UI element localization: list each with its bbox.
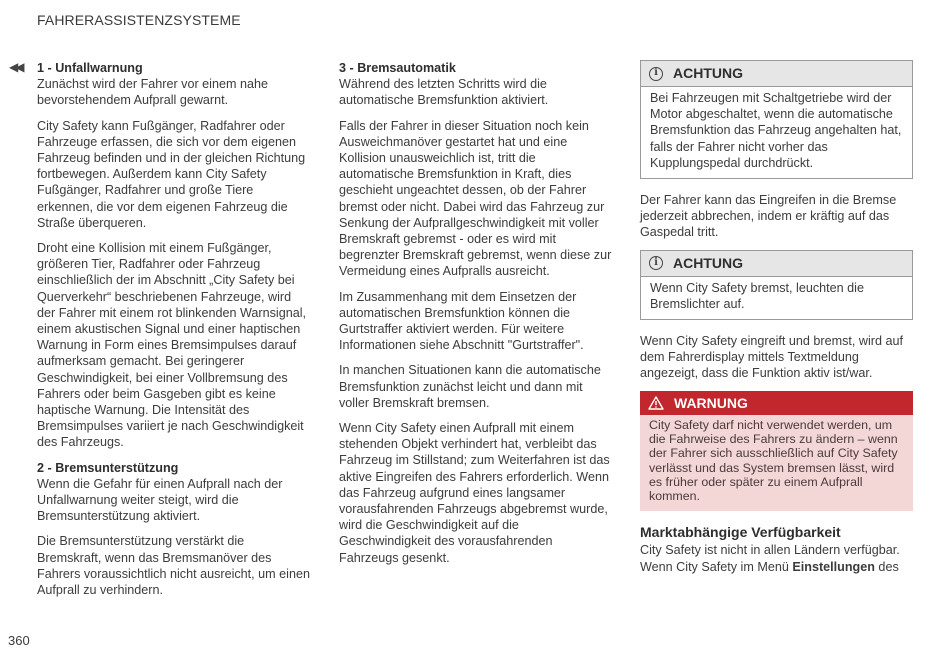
attention-title: ACHTUNG — [673, 255, 743, 272]
page-number: 360 — [8, 633, 30, 648]
attention-box — [640, 60, 913, 179]
column-right — [640, 60, 913, 584]
section-title-unfallwarnung: 1 - Unfallwarnung — [37, 61, 143, 75]
info-icon: i — [649, 67, 663, 81]
paragraph: In manchen Situationen kann die automatische Bremsfunktion zunächst leicht und dann mit voller Bremskraft bremsen. — [339, 363, 601, 410]
paragraph: Zunächst wird der Fahrer vor einem nahe bevorstehendem Aufprall gewarnt. — [37, 77, 268, 108]
section-header: FAHRERASSISTENZSYSTEME — [37, 12, 241, 28]
info-icon: i — [649, 256, 663, 270]
section-title-bremsautomatik: 3 - Bremsautomatik — [339, 61, 456, 75]
column-left — [37, 60, 310, 607]
paragraph: Der Fahrer kann das Eingreifen in die Bremse jederzeit abbrechen, indem er kräftig auf das Gaspedal tritt. — [640, 193, 897, 240]
warning-title: WARNUNG — [674, 394, 748, 411]
attention-title: ACHTUNG — [673, 65, 743, 82]
warning-triangle-icon — [648, 396, 664, 410]
warning-box — [640, 391, 913, 512]
attention-text: Wenn City Safety bremst, leuchten die Bremslichter auf. — [650, 280, 864, 311]
section-title-bremsunterstuetzung: 2 - Bremsunterstützung — [37, 460, 179, 475]
paragraph — [640, 542, 913, 574]
attention-box-header — [641, 251, 912, 277]
paragraph: Droht eine Kollision mit einem Fußgänger, größeren Tier, Radfahrer oder Fahrzeug einschließlich der im Abschnitt „City Safety bei Querverkehr“ beschriebenen Fahrzeuge, wird der Fahrer mit einem rot blinkenden Warnsignal, einem akustischen Signal und einer haptischen Warnung in Form eines Bremsimpulses darauf aufmerksam gemacht. Bei geringerer Geschwindigkeit, bei einer Vollbremsung des Fahrers oder beim Gasgeben gibt es keine haptische Warnung. Die Intensität des Bremsimpulses variiert je nach Geschwindigkeit des Fahrzeugs. — [37, 241, 307, 450]
heading-market-availability: Marktabhängige Verfügbarkeit — [640, 524, 841, 541]
paragraph: Die Bremsunterstützung verstärkt die Bremskraft, wenn das Bremsmanöver des Fahrers voraussichtlich nicht ausreicht, um einen Aufprall zu verhindern. — [37, 534, 310, 598]
paragraph-text: des — [874, 559, 899, 574]
paragraph-text: City Safety ist nicht in allen Ländern verfügbar. Wenn City Safety im Menü — [640, 543, 900, 574]
double-chevron-left-icon[interactable]: ◀◀ — [9, 60, 22, 74]
attention-box — [640, 250, 913, 320]
paragraph: Wenn City Safety eingreift und bremst, wird auf dem Fahrerdisplay mittels Textmeldung angezeigt, dass die Funktion aktiv ist/war. — [640, 334, 903, 381]
paragraph: Falls der Fahrer in dieser Situation noch kein Ausweichmanöver gestartet hat und eine Kollision unausweichlich ist, tritt die automatische Bremsfunktion in Kraft, dies geschieht ungeachtet dessen, ob der Fahrer bremst oder nicht. Dabei wird das Fahrzeug zur Senkung der Aufprallgeschwindigkeit mit voller Bremskraft gebremst - oder es wird mit begrenzter Bremskraft gebremst, wenn diese zur Vermeidung eines Aufpralls ausreicht. — [339, 118, 612, 279]
paragraph: City Safety kann Fußgänger, Radfahrer oder Fahrzeuge erfassen, die sich vor dem eigenen Fahrzeug befinden und in der gleichen Richtung fortbewegen. Außerdem kann City Safety Fußgänger, Radfahrer und große Tiere erkennen, die vor dem eigenen Fahrzeug die Straße überqueren. — [37, 118, 306, 230]
paragraph: Während des letzten Schritts wird die automatische Bremsfunktion aktiviert. — [339, 77, 549, 108]
warning-box-header — [640, 391, 913, 415]
menu-reference: Einstellungen — [792, 559, 875, 574]
paragraph: Wenn City Safety einen Aufprall mit einem stehenden Objekt verhindert hat, verbleibt das Fahrzeug im Stillstand; zum Weiterfahren ist das aktive Eingreifen des Fahrers erforderlich. Wenn das Fahrzeug aufgrund eines langsamer vorausfahrenden Fahrzeugs abgebremst wurde, wird die Geschwindigkeit auf die Geschwindigkeit des vorausfahrenden Fahrzeugs gesenkt. — [339, 421, 610, 565]
paragraph: Im Zusammenhang mit dem Einsetzen der automatischen Bremsfunktion können die Gurtstraffer aktiviert werden. Für weitere Informationen siehe Abschnitt "Gurtstraffer". — [339, 289, 584, 353]
attention-box-header — [641, 61, 912, 87]
warning-text: City Safety darf nicht verwendet werden, um die Fahrweise des Fahrers zu ändern – wenn der Fahrer sich ausschließlich auf City Safety verlässt und das System bremsen lässt, wird es früher oder später zu einem Aufprall kommen. — [640, 415, 913, 512]
column-middle — [339, 60, 612, 575]
attention-text: Bei Fahrzeugen mit Schaltgetriebe wird der Motor abgeschaltet, wenn die automatische Bremsfunktion das Fahrzeug angehalten hat, falls der Fahrer nicht vorher das Kupplungspedal durchdrückt. — [650, 91, 902, 170]
paragraph: Wenn die Gefahr für einen Aufprall nach der Unfallwarnung weiter steigt, wird die Bremsunterstützung aktiviert. — [37, 476, 283, 524]
